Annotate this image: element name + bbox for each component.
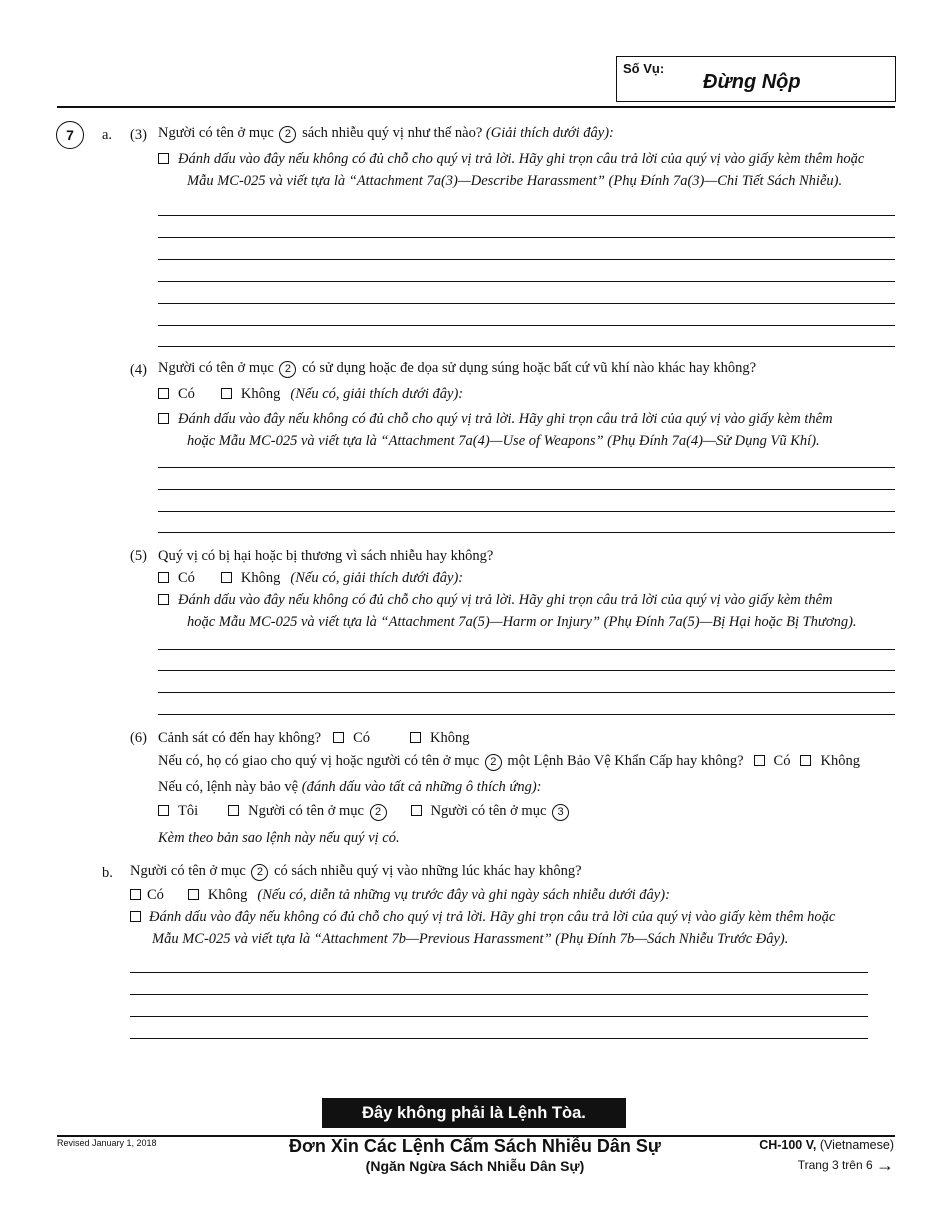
q6-person2-text: Người có tên ở mục [248,803,364,819]
part-b-text-after: có sách nhiễu quý vị vào những lúc khác hay không? [274,863,582,879]
q5-question: Quý vị có bị hại hoặc bị thương vì sách nhiễu hay không? [158,548,494,564]
q3-answer-line[interactable] [158,346,895,347]
q3-question [158,124,614,143]
q4-answer-line[interactable] [158,489,895,490]
q4-yes-checkbox[interactable] [158,388,169,399]
q5-attach [158,591,833,609]
q5-hint: (Nếu có, giải thích dưới đây): [290,570,464,586]
q6-line3: Nếu có, lệnh này bảo vệ [158,779,299,795]
q4-hint: (Nếu có, giải thích dưới đây): [290,386,464,402]
q3-answer-line[interactable] [158,303,895,304]
part-b-ref: 2 [251,864,268,881]
q6-person2-checkbox[interactable] [228,805,239,816]
q5-answer-line[interactable] [158,649,895,650]
q6-no-label: Không [430,730,470,746]
q3-attach-line1: Đánh dấu vào đây nếu không có đủ chỗ cho quý vị trả lời. Hãy ghi trọn câu trả lời của quý vị vào giấy kèm thêm hoặc [178,151,865,167]
page-indicator [798,1155,894,1176]
q5-yes-checkbox[interactable] [158,572,169,583]
form-code-language: (Vietnamese) [819,1138,894,1152]
q5-answer-line[interactable] [158,692,895,693]
part-b-answer-line[interactable] [130,1016,868,1017]
q6-line2-after: một Lệnh Bảo Vệ Khẩn Cấp hay không? [507,753,744,769]
q5-answer-line[interactable] [158,714,895,715]
part-b-question [130,862,582,881]
next-page-arrow-icon[interactable]: → [876,1155,894,1175]
q5-yes-label: Có [178,570,195,586]
q6-order-no-checkbox[interactable] [800,755,811,766]
header-rule [57,106,895,108]
q3-answer-line[interactable] [158,215,895,216]
q6-no-checkbox[interactable] [410,732,421,743]
q4-attach [158,410,833,428]
part-b-no-checkbox[interactable] [188,889,199,900]
q6-line2-ref: 2 [485,754,502,771]
q6-line3-hint: (đánh dấu vào tất cả những ô thích ứng): [301,779,542,795]
q6-line2-before: Nếu có, họ có giao cho quý vị hoặc người có tên ở mục [158,753,480,769]
q4-answer-line[interactable] [158,511,895,512]
q4-text-before: Người có tên ở mục [158,360,274,376]
part-b-answer-line[interactable] [130,972,868,973]
q4-question [158,359,756,378]
q6-yes-label: Có [353,730,371,746]
q6-order-no-label: Không [820,753,860,769]
q3-hint: (Giải thích dưới đây): [485,125,614,141]
q6-copy-note: Kèm theo bản sao lệnh này nếu quý vị có. [158,830,400,846]
part-b-no-label: Không [207,887,248,903]
q5-attach-checkbox[interactable] [158,594,169,605]
part-b-answer-line[interactable] [130,1038,868,1039]
q4-text-after: có sử dụng hoặc đe dọa sử dụng súng hoặc bất cứ vũ khí nào khác hay không? [302,360,757,376]
q4-yes-label: Có [178,386,195,402]
q3-ref: 2 [279,126,296,143]
q6-order-question [158,752,860,771]
q6-order-yes-checkbox[interactable] [754,755,765,766]
q3-answer-line[interactable] [158,237,895,238]
q3-answer-line[interactable] [158,259,895,260]
case-number-label: Số Vụ: [623,61,665,76]
page-number: Trang 3 trên 6 [797,1158,873,1172]
q3-attach-line2: Mẫu MC-025 và viết tựa là “Attachment 7a(3)—Describe Harassment” (Phụ Đính 7a(3)—Chi Tiết Sách Nhiễu). [187,173,843,189]
q5-no-checkbox[interactable] [221,572,232,583]
q6-protect-options [158,802,571,821]
q5-no-label: Không [240,570,281,586]
q6-person3-text: Người có tên ở mục [430,803,547,819]
form-subtitle: (Ngăn Ngừa Sách Nhiễu Dân Sự) [365,1158,585,1174]
q5-attach-line2: hoặc Mẫu MC-025 và viết tựa là “Attachment 7a(5)—Harm or Injury” (Phụ Đính 7a(5)—Bị Hại hoặc Bị Thương). [187,614,857,630]
q3-number: (3) [130,127,147,143]
q6-yes-checkbox[interactable] [333,732,344,743]
form-code-id: CH-100 V, [759,1138,817,1152]
q4-attach-line2: hoặc Mẫu MC-025 và viết tựa là “Attachment 7a(4)—Use of Weapons” (Phụ Đính 7a(4)—Sử Dụng Vũ Khí). [187,433,820,449]
part-b-label: b. [102,865,113,881]
case-number-box[interactable] [616,56,896,102]
part-b-attach-line2: Mẫu MC-025 và viết tựa là “Attachment 7b—Previous Harassment” (Phụ Đính 7b—Sách Nhiễu Trước Đây). [152,931,789,947]
part-b-hint: (Nếu có, diễn tả những vụ trước đây và ghi ngày sách nhiễu dưới đây): [257,887,670,903]
q4-options [158,385,463,403]
q4-attach-checkbox[interactable] [158,413,169,424]
part-b-options [130,886,670,904]
revised-date: Revised January 1, 2018 [57,1138,157,1148]
form-code [759,1138,894,1152]
q6-me-label: Tôi [178,803,199,819]
q6-person3-ref: 3 [552,804,569,821]
q4-no-label: Không [240,386,281,402]
part-b-text-before: Người có tên ở mục [130,863,246,879]
q3-attach-checkbox[interactable] [158,153,169,164]
q3-text-before: Người có tên ở mục [158,125,274,141]
q6-number: (6) [130,730,147,746]
q5-number: (5) [130,548,147,564]
q6-text: Cảnh sát có đến hay không? [158,730,322,746]
part-b-yes-label: Có [147,887,164,903]
q4-attach-line1: Đánh dấu vào đây nếu không có đủ chỗ cho quý vị trả lời. Hãy ghi trọn câu trả lời của quý vị vào giấy kèm thêm [178,411,833,427]
q6-question [158,729,470,747]
not-court-order-banner: Đây không phải là Lệnh Tòa. [322,1098,626,1128]
part-b-answer-line[interactable] [130,994,868,995]
q5-answer-line[interactable] [158,670,895,671]
q6-me-checkbox[interactable] [158,805,169,816]
part-a-label: a. [102,127,113,143]
q4-ref: 2 [279,361,296,378]
section-number: 7 [56,121,84,149]
q3-answer-line[interactable] [158,281,895,282]
q6-protects [158,778,541,796]
q6-person3-checkbox[interactable] [411,805,422,816]
q4-answer-line[interactable] [158,532,895,533]
part-b-yes-checkbox[interactable] [130,889,141,900]
q6-person2-ref: 2 [370,804,387,821]
q3-text-after: sách nhiễu quý vị như thế nào? [302,125,483,141]
q4-number: (4) [130,362,147,378]
case-number-value: Đừng Nộp [703,71,801,93]
q3-attach [158,150,864,168]
form-title: Đơn Xin Các Lệnh Cấm Sách Nhiễu Dân Sự [289,1136,661,1156]
q5-attach-line1: Đánh dấu vào đây nếu không có đủ chỗ cho quý vị trả lời. Hãy ghi trọn câu trả lời của quý vị vào giấy kèm thêm [178,592,833,608]
part-b-attach [130,908,835,926]
q6-order-yes-label: Có [773,753,791,769]
q4-no-checkbox[interactable] [221,388,232,399]
q4-answer-line[interactable] [158,467,895,468]
part-b-attach-line1: Đánh dấu vào đây nếu không có đủ chỗ cho quý vị trả lời. Hãy ghi trọn câu trả lời của quý vị vào giấy kèm thêm hoặc [149,909,836,925]
q5-options [158,569,463,587]
part-b-attach-checkbox[interactable] [130,911,141,922]
q3-answer-line[interactable] [158,325,895,326]
